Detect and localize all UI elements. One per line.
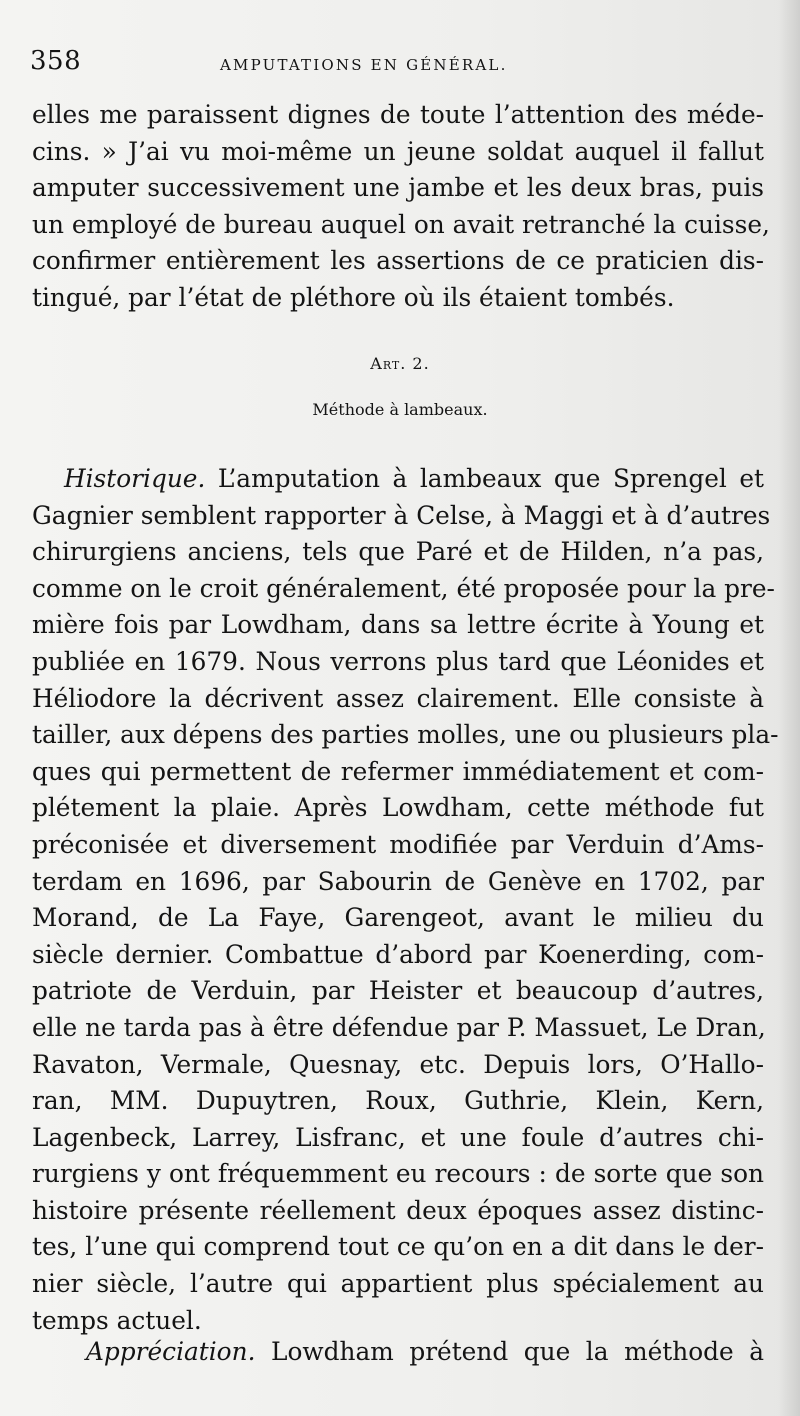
text-line: elle ne tarda pas à être défendue par P. Massuet, Le Dran, (32, 1012, 766, 1042)
text-line: Gagnier semblent rapporter à Celse, à Maggi et à d’autres (32, 500, 771, 530)
text-line: un employé de bureau auquel on avait retranché la cuisse, (32, 209, 770, 239)
text-line: histoire présente réellement deux époques assez distinc- (32, 1195, 764, 1225)
text-line: mière fois par Lowdham, dans sa lettre écrite à Young et (32, 610, 764, 640)
page-number: 358 (30, 46, 82, 76)
text-line (32, 1334, 764, 1371)
text-line: Ravaton, Vermale, Quesnay, etc. Depuis lors, O’Hallo- (32, 1049, 764, 1079)
paragraph-lead-historique: Historique. (64, 464, 206, 493)
page-edge-shadow (778, 0, 800, 1416)
text-line: tailler, aux dépens des parties molles, une ou plusieurs pla- (32, 720, 779, 750)
text-line: préconisée et diversement modifiée par Verduin d’Ams- (32, 829, 764, 859)
text-line: publiée en 1679. Nous verrons plus tard que Léonides et (32, 646, 764, 676)
text-line: elles me paraissent dignes de toute l’attention des méde- (32, 100, 764, 129)
text-line: ques qui permettent de refermer immédiatement et com- (32, 756, 764, 786)
paragraph-opening (32, 97, 770, 317)
running-head: AMPUTATIONS EN GÉNÉRAL. (220, 56, 508, 74)
text-line: tes, l’une qui comprend tout ce qu’on en a dit dans le der- (32, 1232, 764, 1262)
text-line: amputer successivement une jambe et les deux bras, puis (32, 173, 764, 203)
text-line: Lagenbeck, Larrey, Lisfranc, et une foule d’autres chi- (32, 1122, 764, 1152)
paragraph-appreciation (32, 1334, 764, 1371)
text-line: ran, MM. Dupuytren, Roux, Guthrie, Klein, Kern, (32, 1086, 764, 1116)
text-run: Lowdham prétend que la méthode à (255, 1337, 764, 1366)
text-line: confirmer entièrement les assertions de ce praticien dis- (32, 246, 764, 276)
text-line: plétement la plaie. Après Lowdham, cette méthode fut (32, 793, 764, 823)
paragraph-historique (32, 461, 779, 1339)
text-line: temps actuel. (32, 1305, 202, 1335)
paragraph-lead-appreciation: Appréciation. (86, 1337, 256, 1366)
text-line: nier siècle, l’autre qui appartient plus spécialement au (32, 1269, 764, 1299)
section-subtitle: Méthode à lambeaux. (312, 400, 488, 419)
text-line: siècle dernier. Combattue d’abord par Koenerding, com- (32, 939, 764, 969)
text-line: cins. » J’ai vu moi-même un jeune soldat auquel il fallut (32, 136, 764, 166)
article-heading (0, 354, 800, 373)
text-line: patriote de Verduin, par Heister et beaucoup d’autres, (32, 976, 764, 1006)
text-line: comme on le croit généralement, été proposée pour la pre- (32, 573, 775, 603)
text-line: terdam en 1696, par Sabourin de Genève en 1702, par (32, 866, 764, 896)
article-label: Art. 2. (370, 354, 430, 373)
text-line: rurgiens y ont fréquemment eu recours : de sorte que son (32, 1159, 764, 1189)
text-line (32, 461, 764, 498)
text-line: tingué, par l’état de pléthore où ils étaient tombés. (32, 282, 675, 312)
text-line: Héliodore la décrivent assez clairement. Elle consiste à (32, 683, 764, 713)
text-line: chirurgiens anciens, tels que Paré et de Hilden, n’a pas, (32, 537, 764, 567)
text-line: Morand, de La Faye, Garengeot, avant le milieu du (32, 903, 764, 933)
page-header (30, 44, 770, 84)
text-run: L’amputation à lambeaux que Sprengel et (205, 464, 764, 493)
